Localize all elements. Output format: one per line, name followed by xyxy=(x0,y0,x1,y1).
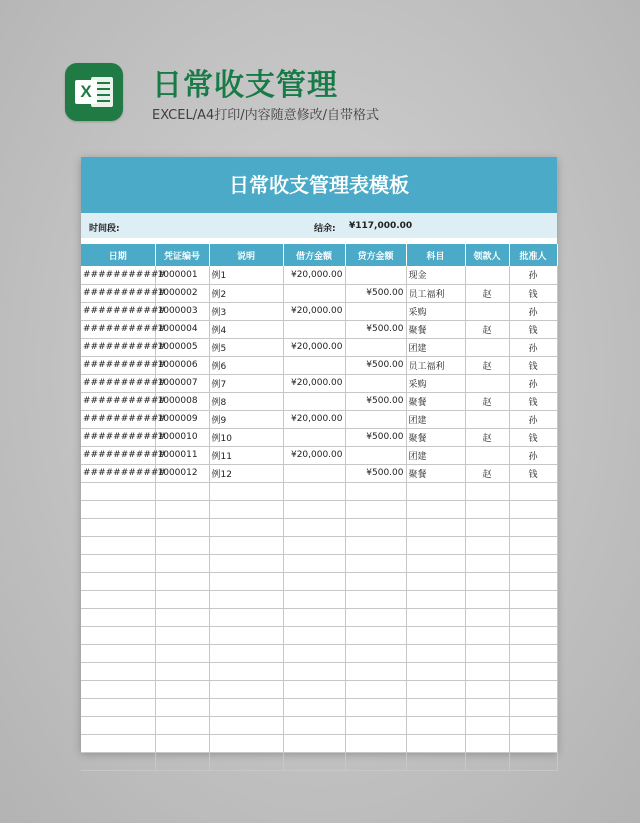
empty-cell xyxy=(345,482,406,500)
description-cell: 例3 xyxy=(209,302,283,320)
empty-cell xyxy=(406,716,465,734)
empty-cell xyxy=(345,662,406,680)
empty-cell xyxy=(345,500,406,518)
empty-row xyxy=(81,572,557,590)
date-cell: ########### xyxy=(81,338,155,356)
empty-cell xyxy=(406,590,465,608)
approver-cell: 钱 xyxy=(509,392,557,410)
empty-cell xyxy=(406,698,465,716)
empty-cell xyxy=(465,662,509,680)
description-cell: 例2 xyxy=(209,284,283,302)
empty-row xyxy=(81,500,557,518)
debit-cell xyxy=(283,320,345,338)
empty-cell xyxy=(509,698,557,716)
debit-cell: ¥20,000.00 xyxy=(283,338,345,356)
empty-cell xyxy=(155,518,209,536)
approver-cell: 孙 xyxy=(509,374,557,392)
empty-cell xyxy=(155,536,209,554)
description-cell: 例8 xyxy=(209,392,283,410)
empty-cell xyxy=(81,716,155,734)
empty-row xyxy=(81,554,557,572)
voucher-cell: 1000005 xyxy=(155,338,209,356)
empty-cell xyxy=(345,518,406,536)
empty-cell xyxy=(283,626,345,644)
empty-cell xyxy=(509,482,557,500)
date-cell: ########### xyxy=(81,320,155,338)
empty-cell xyxy=(81,680,155,698)
empty-cell xyxy=(509,518,557,536)
payee-cell: 赵 xyxy=(465,428,509,446)
credit-cell xyxy=(345,338,406,356)
empty-cell xyxy=(465,680,509,698)
empty-cell xyxy=(209,590,283,608)
voucher-cell: 1000007 xyxy=(155,374,209,392)
empty-cell xyxy=(345,716,406,734)
empty-cell xyxy=(283,518,345,536)
balance-value: ¥117,000.00 xyxy=(349,221,413,231)
voucher-cell: 1000010 xyxy=(155,428,209,446)
credit-cell: ¥500.00 xyxy=(345,320,406,338)
empty-cell xyxy=(406,680,465,698)
empty-cell xyxy=(465,626,509,644)
voucher-cell: 1000009 xyxy=(155,410,209,428)
empty-cell xyxy=(406,536,465,554)
approver-cell: 钱 xyxy=(509,356,557,374)
debit-cell xyxy=(283,464,345,482)
date-cell: ########### xyxy=(81,266,155,284)
payee-cell xyxy=(465,374,509,392)
description-cell: 例4 xyxy=(209,320,283,338)
empty-row xyxy=(81,734,557,752)
table-row xyxy=(81,356,557,374)
empty-cell xyxy=(155,716,209,734)
empty-cell xyxy=(465,608,509,626)
empty-cell xyxy=(209,698,283,716)
empty-cell xyxy=(155,572,209,590)
subject-cell: 聚餐 xyxy=(406,464,465,482)
empty-cell xyxy=(406,752,465,770)
empty-cell xyxy=(209,482,283,500)
empty-cell xyxy=(283,572,345,590)
empty-cell xyxy=(283,698,345,716)
empty-cell xyxy=(283,662,345,680)
empty-cell xyxy=(209,716,283,734)
debit-cell: ¥20,000.00 xyxy=(283,266,345,284)
date-cell: ########### xyxy=(81,374,155,392)
empty-cell xyxy=(155,590,209,608)
empty-cell xyxy=(209,608,283,626)
debit-cell: ¥20,000.00 xyxy=(283,410,345,428)
empty-cell xyxy=(509,644,557,662)
info-row xyxy=(81,213,557,238)
voucher-cell: 1000004 xyxy=(155,320,209,338)
empty-cell xyxy=(345,644,406,662)
debit-cell xyxy=(283,392,345,410)
credit-cell xyxy=(345,266,406,284)
debit-cell xyxy=(283,284,345,302)
empty-cell xyxy=(406,734,465,752)
subject-cell: 聚餐 xyxy=(406,428,465,446)
empty-cell xyxy=(509,500,557,518)
empty-cell xyxy=(209,662,283,680)
empty-cell xyxy=(283,608,345,626)
voucher-cell: 1000006 xyxy=(155,356,209,374)
table-header-row xyxy=(81,244,557,266)
date-cell: ########### xyxy=(81,428,155,446)
empty-cell xyxy=(209,554,283,572)
empty-cell xyxy=(81,482,155,500)
approver-cell: 孙 xyxy=(509,446,557,464)
table-row xyxy=(81,428,557,446)
approver-cell: 钱 xyxy=(509,464,557,482)
empty-cell xyxy=(155,482,209,500)
voucher-cell: 1000012 xyxy=(155,464,209,482)
empty-cell xyxy=(345,752,406,770)
empty-cell xyxy=(345,698,406,716)
excel-icon xyxy=(65,63,123,121)
empty-cell xyxy=(283,554,345,572)
empty-cell xyxy=(406,572,465,590)
description-cell: 例11 xyxy=(209,446,283,464)
payee-cell xyxy=(465,266,509,284)
empty-cell xyxy=(465,752,509,770)
description-cell: 例5 xyxy=(209,338,283,356)
empty-cell xyxy=(155,554,209,572)
credit-cell: ¥500.00 xyxy=(345,284,406,302)
subject-cell: 采购 xyxy=(406,374,465,392)
subject-cell: 聚餐 xyxy=(406,392,465,410)
table-row xyxy=(81,464,557,482)
empty-cell xyxy=(465,698,509,716)
empty-cell xyxy=(155,608,209,626)
empty-cell xyxy=(283,680,345,698)
empty-row xyxy=(81,644,557,662)
empty-cell xyxy=(283,716,345,734)
subject-cell: 团建 xyxy=(406,446,465,464)
empty-cell xyxy=(465,482,509,500)
empty-cell xyxy=(283,500,345,518)
empty-cell xyxy=(465,572,509,590)
page-subtitle: EXCEL/A4打印/内容随意修改/自带格式 xyxy=(152,108,380,123)
empty-cell xyxy=(209,500,283,518)
balance-label: 结余: xyxy=(314,224,336,234)
credit-cell: ¥500.00 xyxy=(345,464,406,482)
payee-cell: 赵 xyxy=(465,284,509,302)
empty-cell xyxy=(283,752,345,770)
col-header: 科目 xyxy=(406,244,465,266)
approver-cell: 孙 xyxy=(509,302,557,320)
empty-cell xyxy=(209,626,283,644)
col-header: 说明 xyxy=(209,244,283,266)
payee-cell xyxy=(465,302,509,320)
empty-cell xyxy=(81,572,155,590)
col-header: 领款人 xyxy=(465,244,509,266)
empty-cell xyxy=(209,644,283,662)
empty-cell xyxy=(209,680,283,698)
empty-cell xyxy=(406,626,465,644)
payee-cell xyxy=(465,338,509,356)
empty-cell xyxy=(345,734,406,752)
empty-cell xyxy=(155,698,209,716)
empty-cell xyxy=(406,482,465,500)
empty-cell xyxy=(406,662,465,680)
empty-cell xyxy=(283,590,345,608)
empty-cell xyxy=(81,500,155,518)
debit-cell: ¥20,000.00 xyxy=(283,374,345,392)
empty-cell xyxy=(155,662,209,680)
voucher-cell: 1000002 xyxy=(155,284,209,302)
empty-cell xyxy=(81,554,155,572)
col-header: 借方金额 xyxy=(283,244,345,266)
empty-cell xyxy=(465,590,509,608)
payee-cell: 赵 xyxy=(465,464,509,482)
empty-cell xyxy=(345,590,406,608)
empty-cell xyxy=(155,626,209,644)
empty-cell xyxy=(345,680,406,698)
credit-cell xyxy=(345,410,406,428)
date-cell: ########### xyxy=(81,446,155,464)
period-label: 时间段: xyxy=(89,224,120,234)
empty-cell xyxy=(81,698,155,716)
debit-cell: ¥20,000.00 xyxy=(283,302,345,320)
date-cell: ########### xyxy=(81,356,155,374)
empty-cell xyxy=(509,536,557,554)
empty-cell xyxy=(81,536,155,554)
empty-cell xyxy=(155,500,209,518)
debit-cell xyxy=(283,428,345,446)
empty-cell xyxy=(509,590,557,608)
subject-cell: 采购 xyxy=(406,302,465,320)
empty-cell xyxy=(283,482,345,500)
voucher-cell: 1000001 xyxy=(155,266,209,284)
empty-cell xyxy=(406,518,465,536)
approver-cell: 钱 xyxy=(509,320,557,338)
subject-cell: 员工福利 xyxy=(406,284,465,302)
approver-cell: 钱 xyxy=(509,428,557,446)
payee-cell: 赵 xyxy=(465,320,509,338)
subject-cell: 团建 xyxy=(406,410,465,428)
empty-cell xyxy=(406,500,465,518)
table-row xyxy=(81,266,557,284)
approver-cell: 孙 xyxy=(509,338,557,356)
empty-cell xyxy=(406,608,465,626)
approver-cell: 钱 xyxy=(509,284,557,302)
empty-cell xyxy=(81,752,155,770)
empty-row xyxy=(81,608,557,626)
empty-cell xyxy=(465,554,509,572)
col-header: 凭证编号 xyxy=(155,244,209,266)
empty-row xyxy=(81,590,557,608)
empty-row xyxy=(81,536,557,554)
empty-cell xyxy=(155,680,209,698)
empty-cell xyxy=(406,644,465,662)
voucher-cell: 1000003 xyxy=(155,302,209,320)
approver-cell: 孙 xyxy=(509,410,557,428)
empty-cell xyxy=(81,662,155,680)
table-row xyxy=(81,284,557,302)
empty-cell xyxy=(345,608,406,626)
empty-cell xyxy=(509,662,557,680)
spreadsheet-preview xyxy=(81,157,557,752)
page-title: 日常收支管理 xyxy=(152,68,338,103)
empty-row xyxy=(81,698,557,716)
date-cell: ########### xyxy=(81,302,155,320)
empty-cell xyxy=(465,536,509,554)
empty-cell xyxy=(509,716,557,734)
subject-cell: 现金 xyxy=(406,266,465,284)
payee-cell: 赵 xyxy=(465,356,509,374)
voucher-cell: 1000011 xyxy=(155,446,209,464)
empty-cell xyxy=(155,752,209,770)
empty-cell xyxy=(345,536,406,554)
table-row xyxy=(81,338,557,356)
table-row xyxy=(81,374,557,392)
credit-cell: ¥500.00 xyxy=(345,392,406,410)
credit-cell xyxy=(345,374,406,392)
table-row xyxy=(81,302,557,320)
empty-row xyxy=(81,662,557,680)
empty-cell xyxy=(345,554,406,572)
col-header: 批准人 xyxy=(509,244,557,266)
empty-row xyxy=(81,716,557,734)
date-cell: ########### xyxy=(81,464,155,482)
empty-cell xyxy=(209,752,283,770)
payee-cell: 赵 xyxy=(465,392,509,410)
empty-cell xyxy=(81,590,155,608)
table-row xyxy=(81,320,557,338)
credit-cell xyxy=(345,302,406,320)
empty-cell xyxy=(283,644,345,662)
excel-badge: X xyxy=(75,80,97,104)
empty-cell xyxy=(406,554,465,572)
empty-row xyxy=(81,626,557,644)
empty-cell xyxy=(509,554,557,572)
empty-cell xyxy=(155,644,209,662)
col-header: 贷方金额 xyxy=(345,244,406,266)
empty-cell xyxy=(81,734,155,752)
empty-row xyxy=(81,482,557,500)
empty-cell xyxy=(209,734,283,752)
empty-cell xyxy=(81,608,155,626)
empty-cell xyxy=(155,734,209,752)
date-cell: ########### xyxy=(81,410,155,428)
payee-cell xyxy=(465,410,509,428)
table-row xyxy=(81,446,557,464)
subject-cell: 聚餐 xyxy=(406,320,465,338)
description-cell: 例7 xyxy=(209,374,283,392)
ledger-table xyxy=(81,244,558,771)
credit-cell xyxy=(345,446,406,464)
empty-cell xyxy=(509,608,557,626)
empty-cell xyxy=(465,500,509,518)
description-cell: 例12 xyxy=(209,464,283,482)
credit-cell: ¥500.00 xyxy=(345,356,406,374)
date-cell: ########### xyxy=(81,392,155,410)
empty-cell xyxy=(509,680,557,698)
approver-cell: 孙 xyxy=(509,266,557,284)
empty-cell xyxy=(209,518,283,536)
description-cell: 例10 xyxy=(209,428,283,446)
empty-cell xyxy=(283,536,345,554)
credit-cell: ¥500.00 xyxy=(345,428,406,446)
empty-cell xyxy=(465,716,509,734)
empty-row xyxy=(81,680,557,698)
debit-cell: ¥20,000.00 xyxy=(283,446,345,464)
table-row xyxy=(81,392,557,410)
date-cell: ########### xyxy=(81,284,155,302)
subject-cell: 团建 xyxy=(406,338,465,356)
voucher-cell: 1000008 xyxy=(155,392,209,410)
empty-cell xyxy=(209,536,283,554)
empty-cell xyxy=(81,626,155,644)
description-cell: 例9 xyxy=(209,410,283,428)
empty-cell xyxy=(345,626,406,644)
empty-cell xyxy=(81,518,155,536)
empty-cell xyxy=(509,626,557,644)
empty-cell xyxy=(283,734,345,752)
payee-cell xyxy=(465,446,509,464)
empty-row xyxy=(81,752,557,770)
col-header: 日期 xyxy=(81,244,155,266)
empty-cell xyxy=(81,644,155,662)
empty-cell xyxy=(509,752,557,770)
empty-cell xyxy=(465,644,509,662)
empty-cell xyxy=(209,572,283,590)
description-cell: 例6 xyxy=(209,356,283,374)
table-row xyxy=(81,410,557,428)
description-cell: 例1 xyxy=(209,266,283,284)
empty-cell xyxy=(465,518,509,536)
subject-cell: 员工福利 xyxy=(406,356,465,374)
debit-cell xyxy=(283,356,345,374)
sheet-title: 日常收支管理表模板 xyxy=(81,157,557,213)
empty-cell xyxy=(465,734,509,752)
empty-cell xyxy=(509,572,557,590)
empty-cell xyxy=(345,572,406,590)
empty-cell xyxy=(509,734,557,752)
empty-row xyxy=(81,518,557,536)
